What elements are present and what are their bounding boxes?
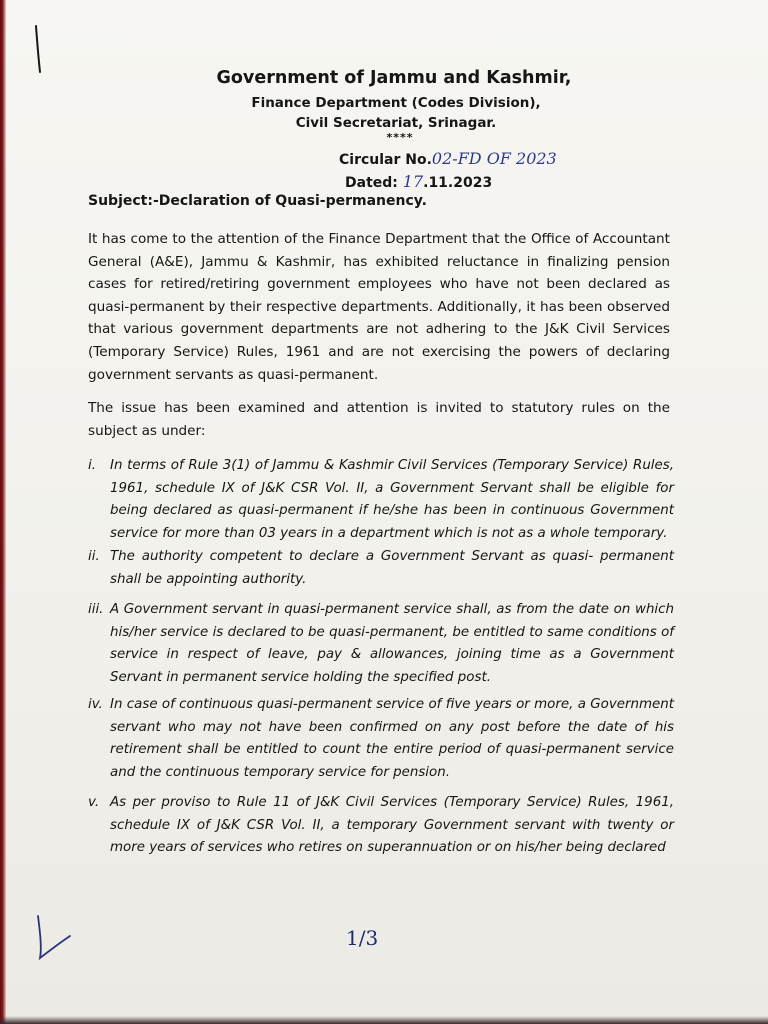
initial-mark-icon xyxy=(30,912,74,962)
circular-number-handwritten: 02-FD OF 2023 xyxy=(431,149,557,168)
rule-item-number: ii. xyxy=(88,549,100,564)
rule-item xyxy=(88,599,674,689)
rule-item-text: A Government servant in quasi-permanent service shall, as from the date on which his/her service is declared to be quasi-permanent, be entitled to same conditions of service in respect of leave, pay & allowances, joining time as a Government Servant in permanent service holding the specified post. xyxy=(110,602,674,685)
rule-item xyxy=(88,792,674,860)
rule-item-text: In case of continuous quasi-permanent service of five years or more, a Government servant who may not have been confirmed on any post before the date of his retirement shall be entitled to count the entire period of quasi-permanent service and the continuous temporary service for pension. xyxy=(110,697,674,780)
rule-item-number: iv. xyxy=(88,697,103,712)
rule-item-text: As per proviso to Rule 11 of J&K Civil Services (Temporary Service) Rules, 1961, schedule IX of J&K CSR Vol. II, a temporary Government servant with twenty or more years of services who retires on superannuation or on his/her being declared xyxy=(110,795,674,856)
rule-item-number: i. xyxy=(88,458,96,473)
circular-date xyxy=(345,172,492,191)
header-stars: **** xyxy=(386,131,414,144)
dated-rest: .11.2023 xyxy=(423,175,493,191)
rule-item-text: In terms of Rule 3(1) of Jammu & Kashmir Civil Services (Temporary Service) Rules, 1961, schedule IX of J&K CSR Vol. II, a Government Servant shall be eligible for being declared as quasi-permanent if he/she has been in continuous Government service for more than 03 years in a department which is not as a whole temporary. xyxy=(110,458,674,541)
paper-left-edge xyxy=(0,0,6,1024)
subject-line: Subject:-Declaration of Quasi-permanency. xyxy=(88,193,427,209)
dated-day-handwritten: 17 xyxy=(402,172,424,191)
circular-number xyxy=(339,149,557,168)
rule-item xyxy=(88,694,674,784)
rule-item-text: The authority competent to declare a Government Servant as quasi- permanent shall be appointing authority. xyxy=(110,549,674,587)
paragraph-intro: It has come to the attention of the Finance Department that the Office of Accountant General (A&E), Jammu & Kashmir, has exhibited reluctance in finalizing pension cases for retired/retiring government employees who have not been declared as quasi-permanent by their respective departments. Additionally, it has been observed that various government departments are not adhering to the J&K Civil Services (Temporary Service) Rules, 1961 and are not exercising the powers of declaring government servants as quasi-permanent. xyxy=(88,231,670,383)
circular-label: Circular No. xyxy=(339,152,432,168)
dated-label: Dated: xyxy=(345,175,398,191)
paragraph-issue: The issue has been examined and attention is invited to statutory rules on the subject as under: xyxy=(88,400,670,439)
rule-item xyxy=(88,455,674,545)
paper-bottom-edge xyxy=(0,1016,768,1024)
rule-item-number: iii. xyxy=(88,602,104,617)
pen-mark-icon xyxy=(32,24,44,74)
department-title: Finance Department (Codes Division), xyxy=(251,95,541,111)
rule-item-number: v. xyxy=(88,795,100,810)
government-title: Government of Jammu and Kashmir, xyxy=(216,68,572,88)
rule-item xyxy=(88,546,674,591)
secretariat-title: Civil Secretariat, Srinagar. xyxy=(295,115,497,131)
page-number-handwritten: 1/3 xyxy=(346,926,379,950)
